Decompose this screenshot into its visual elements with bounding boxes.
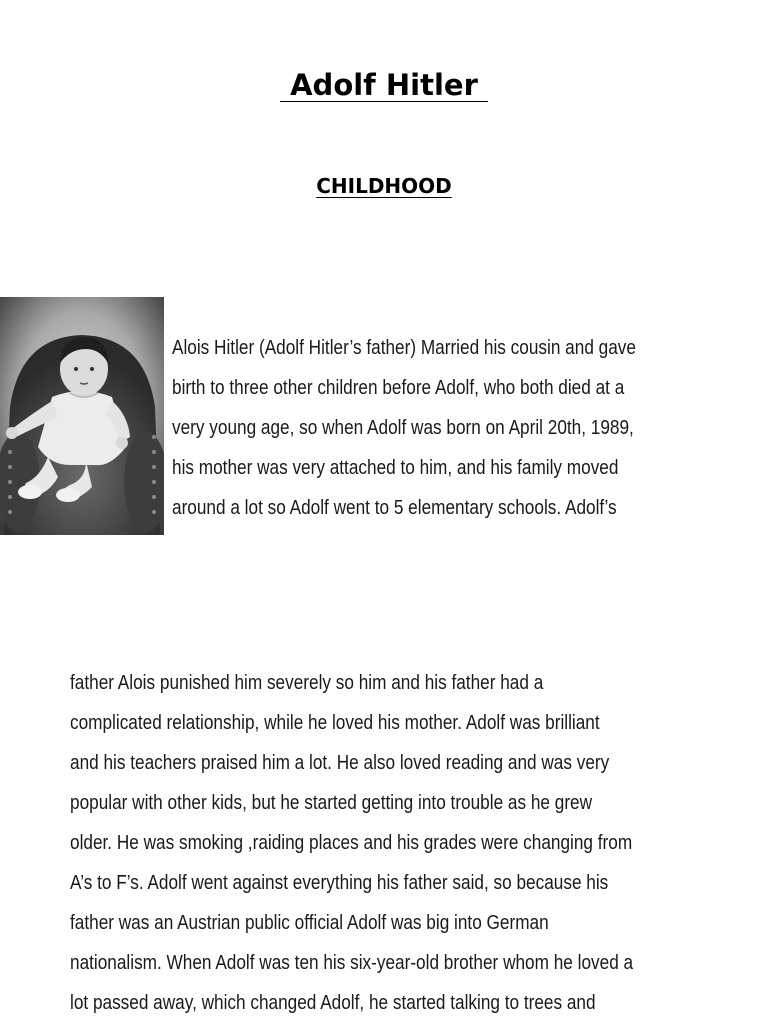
childhood-paragraph-1	[172, 328, 711, 528]
childhood-paragraph-2	[70, 663, 725, 1023]
paragraph-line: his mother was very attached to him, and his family moved	[172, 457, 619, 479]
paragraph-line: nationalism. When Adolf was ten his six-year-old brother whom he loved a	[70, 952, 634, 974]
paragraph-line: and his teachers praised him a lot. He also loved reading and was very	[70, 752, 610, 774]
paragraph-line: very young age, so when Adolf was born on April 20th, 1989,	[172, 417, 634, 439]
paragraph-line: lot passed away, which changed Adolf, he started talking to trees and	[70, 992, 596, 1014]
document-title-text: Adolf Hitler	[280, 68, 488, 102]
paragraph-line: around a lot so Adolf went to 5 elementary schools. Adolf’s	[172, 497, 617, 519]
paragraph-line: birth to three other children before Adolf, who both died at a	[172, 377, 625, 399]
section-heading	[0, 174, 768, 198]
paragraph-line: A’s to F’s. Adolf went against everything his father said, so because his	[70, 872, 609, 894]
section-heading-text: CHILDHOOD	[316, 174, 452, 198]
paragraph-line: father Alois punished him severely so him and his father had a	[70, 672, 544, 694]
paragraph-line: popular with other kids, but he started getting into trouble as he grew	[70, 792, 593, 814]
paragraph-line: father was an Austrian public official Adolf was big into German	[70, 912, 549, 934]
paragraph-line: older. He was smoking ,raiding places and his grades were changing from	[70, 832, 633, 854]
baby-photo-icon	[0, 297, 164, 535]
paragraph-line: complicated relationship, while he loved his mother. Adolf was brilliant	[70, 712, 600, 734]
document-title	[0, 68, 768, 102]
paragraph-line: Alois Hitler (Adolf Hitler’s father) Married his cousin and gave	[172, 337, 636, 359]
